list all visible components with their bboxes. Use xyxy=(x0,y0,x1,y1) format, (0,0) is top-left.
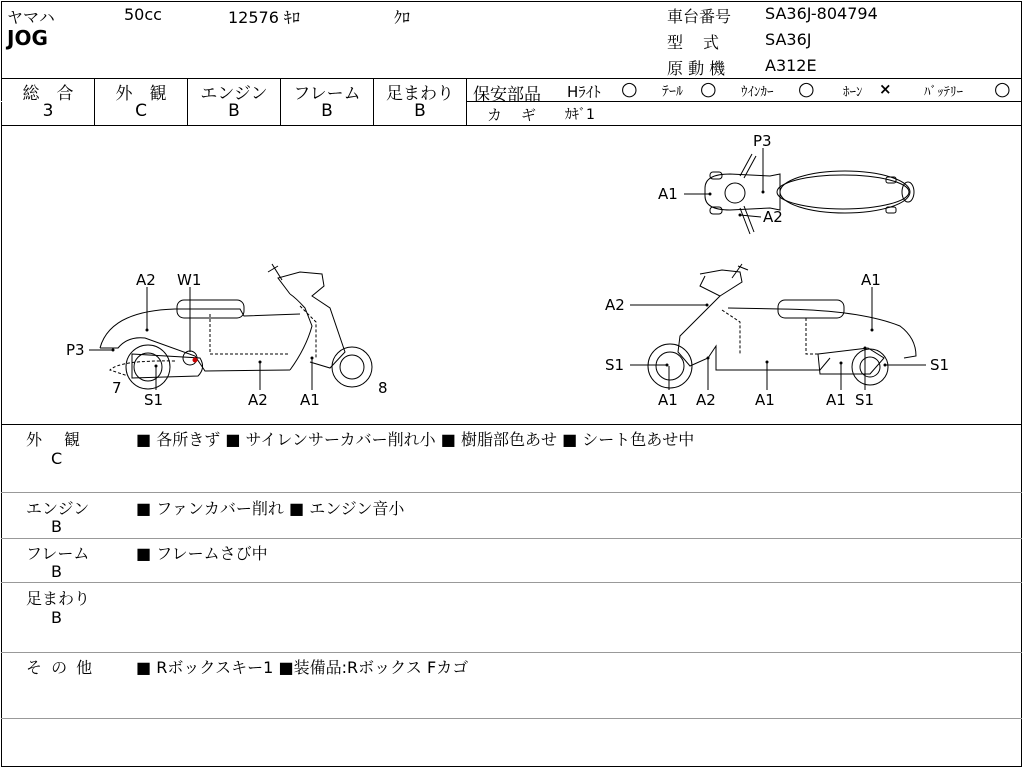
right-label-a1-front: A1 xyxy=(658,391,678,409)
right-label-s1-bottom: S1 xyxy=(855,391,875,409)
note-frame-grade: B xyxy=(51,562,62,581)
divider xyxy=(1,582,1022,583)
note-exterior-grade: C xyxy=(51,449,63,468)
grade-suspension-label: 足まわり xyxy=(386,84,454,104)
note-item: 装備品:Rボックス Fカゴ xyxy=(293,658,469,677)
left-label-p3: P3 xyxy=(66,341,85,359)
top-label-p3: P3 xyxy=(753,132,772,150)
left-label-7: 7 xyxy=(112,379,122,397)
note-exterior-items: ■ 各所きず ■ サイレンサーカバー削れ小 ■ 樹脂部色あせ ■ シート色あせ中 xyxy=(136,430,695,449)
tail-label: ﾃｰﾙ xyxy=(662,84,683,100)
headlight-label: Hﾗｲﾄ xyxy=(567,83,601,101)
frame-no: SA36J-804794 xyxy=(765,4,878,23)
key-label: カ ギ xyxy=(487,106,539,124)
note-item: Rボックスキー1 xyxy=(156,658,274,677)
divider xyxy=(466,101,1022,102)
divider xyxy=(1,538,1022,539)
right-label-a1-rear: A1 xyxy=(826,391,846,409)
mileage: 12576 ｷﾛ xyxy=(228,8,300,27)
displacement: 50cc xyxy=(124,5,162,24)
note-item: エンジン音小 xyxy=(309,499,405,518)
note-suspension-grade: B xyxy=(51,608,62,627)
left-view-rear-wheel xyxy=(126,345,170,389)
note-frame-label: フレーム xyxy=(26,544,90,563)
left-w1-mark xyxy=(193,358,198,363)
body-color: ｸﾛ xyxy=(394,8,411,27)
horn-status: × xyxy=(879,80,892,98)
right-label-a1-center: A1 xyxy=(755,391,775,409)
note-item: 各所きず xyxy=(156,430,221,449)
divider xyxy=(1,492,1022,493)
engine-type-label: 原 動 機 xyxy=(667,59,726,78)
top-view-scooter xyxy=(705,154,914,234)
right-label-s1-rear: S1 xyxy=(930,356,950,374)
note-frame-items: ■ フレームさび中 xyxy=(136,544,268,563)
key-value: ｶｷﾞ1 xyxy=(565,107,595,123)
grade-total: 3 xyxy=(42,101,54,121)
right-view-body xyxy=(728,308,916,358)
grade-frame: B xyxy=(321,101,333,121)
battery-status: ○ xyxy=(994,78,1011,100)
left-label-a2-bottom: A2 xyxy=(248,391,268,409)
top-label-a1: A1 xyxy=(658,185,678,203)
note-item: 樹脂部色あせ xyxy=(460,430,557,449)
note-item: サイレンサーカバー削れ小 xyxy=(245,430,436,449)
grade-engine: B xyxy=(228,101,240,121)
note-other-label: そ の 他 xyxy=(26,658,95,677)
grade-engine-label: エンジン xyxy=(200,84,268,104)
maker: ヤマハ xyxy=(7,8,55,27)
note-item: シート色あせ中 xyxy=(582,430,695,449)
note-suspension-label: 足まわり xyxy=(26,589,91,608)
horn-label: ﾎｰﾝ xyxy=(843,85,863,100)
right-view-rear-wheel xyxy=(852,349,888,385)
note-engine-label: エンジン xyxy=(26,499,90,518)
left-label-8: 8 xyxy=(378,379,388,397)
left-label-a2: A2 xyxy=(136,271,156,289)
top-label-a2: A2 xyxy=(763,208,783,226)
right-view-front-wheel xyxy=(648,344,692,388)
tail-status: ○ xyxy=(700,78,717,100)
winker-label: ｳｲﾝｶｰ xyxy=(741,85,774,100)
frame-no-label: 車台番号 xyxy=(667,7,732,26)
left-view-front-wheel xyxy=(332,347,372,387)
left-view-labels xyxy=(66,271,388,409)
grade-frame-label: フレーム xyxy=(293,84,361,104)
divider xyxy=(1,652,1022,653)
left-label-w1: W1 xyxy=(177,271,202,289)
headlight-status: ○ xyxy=(621,78,638,100)
grade-exterior-label: 外 観 xyxy=(115,84,167,104)
damage-diagram xyxy=(0,126,1024,424)
divider xyxy=(1,424,1022,425)
note-item: ファンカバー削れ xyxy=(156,499,284,518)
top-view-headlight xyxy=(725,183,745,203)
note-engine-items: ■ ファンカバー削れ ■ エンジン音小 xyxy=(136,499,405,518)
grade-suspension: B xyxy=(414,101,426,121)
type-value: SA36J xyxy=(765,30,812,49)
note-item: フレームさび中 xyxy=(156,544,268,563)
winker-status: ○ xyxy=(798,78,815,100)
divider xyxy=(466,78,467,125)
engine-type-value: A312E xyxy=(765,56,817,75)
left-label-a1-bottom: A1 xyxy=(300,391,320,409)
grade-total-label: 総 合 xyxy=(22,84,74,104)
note-other-items: ■ Rボックスキー1 ■装備品:Rボックス Fカゴ xyxy=(136,658,469,677)
battery-label: ﾊﾞｯﾃﾘｰ xyxy=(924,85,963,100)
model-name: JOG xyxy=(7,26,48,50)
left-label-s1: S1 xyxy=(144,391,164,409)
type-label: 型 式 xyxy=(667,33,722,52)
safety-label: 保安部品 xyxy=(473,85,541,105)
right-view-labels xyxy=(605,271,949,409)
right-label-a2-bottom: A2 xyxy=(696,391,716,409)
right-label-s1: S1 xyxy=(605,356,625,374)
note-engine-grade: B xyxy=(51,517,62,536)
grade-exterior: C xyxy=(135,101,147,121)
note-exterior-label: 外 観 xyxy=(26,430,84,449)
divider xyxy=(1,718,1022,719)
left-view-body xyxy=(100,309,300,348)
right-label-a1: A1 xyxy=(861,271,881,289)
right-label-a2: A2 xyxy=(605,296,625,314)
